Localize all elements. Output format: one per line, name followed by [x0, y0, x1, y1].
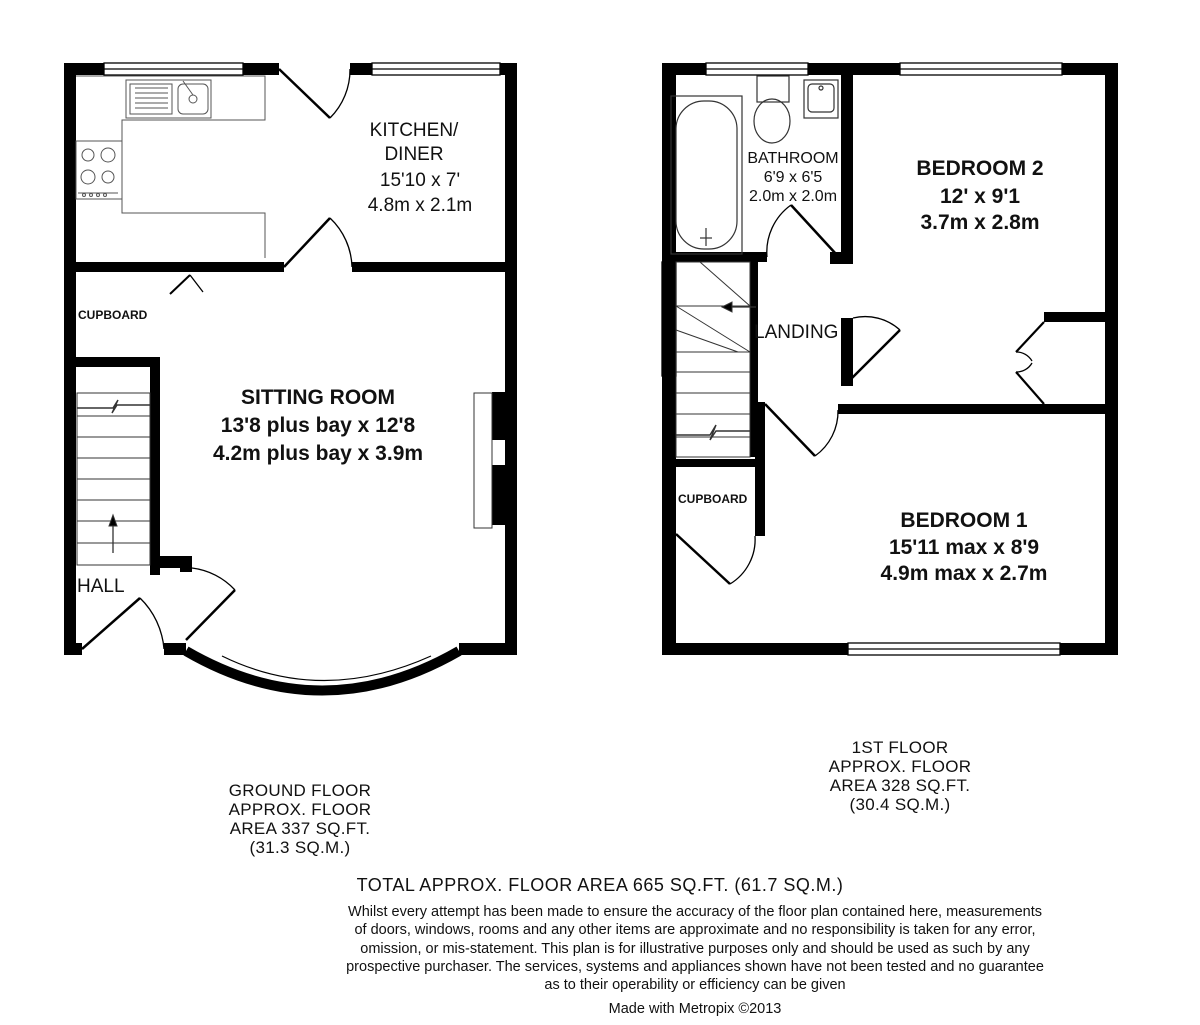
sitting-room-metric: 4.2m plus bay x 3.9m [212, 442, 424, 465]
kitchen-worktops [76, 76, 265, 258]
ground-floor-plan [64, 63, 517, 691]
bedroom1-metric: 4.9m max x 2.7m [880, 562, 1048, 585]
ground-floor-area-caption [200, 781, 400, 857]
disclaimer-line: Whilst every attempt has been made to ensure the accuracy of the floor plan contained here, measurements [348, 904, 1042, 920]
kitchen-metric: 4.8m x 2.1m [367, 195, 473, 216]
first-floor-caption-line: AREA 328 SQ.FT. [829, 776, 971, 795]
bedroom2-metric: 3.7m x 2.8m [920, 211, 1040, 234]
bedroom2-name: BEDROOM 2 [916, 157, 1044, 180]
kitchen-name-line1: KITCHEN/ [369, 120, 459, 141]
bedroom1-imperial: 15'11 max x 8'9 [888, 536, 1040, 559]
first-floor-caption-line: APPROX. FLOOR [828, 757, 972, 776]
landing-label: LANDING [754, 322, 839, 343]
first-floor-plan [662, 63, 1118, 655]
sitting-room-imperial: 13'8 plus bay x 12'8 [220, 414, 416, 437]
sitting-room-name: SITTING ROOM [241, 386, 395, 409]
bathroom-name: BATHROOM [747, 150, 839, 167]
bay-window [186, 651, 459, 691]
disclaimer-line: omission, or mis-statement. This plan is for illustrative purposes only and should be used as such by any [360, 940, 1030, 957]
bedroom2-imperial: 12' x 9'1 [939, 185, 1021, 208]
ground-floor-caption-line: GROUND FLOOR [228, 781, 372, 800]
metropix-credit: Made with Metropix ©2013 [608, 1001, 782, 1017]
bedroom1-name: BEDROOM 1 [900, 509, 1028, 532]
first-cupboard-label: CUPBOARD [678, 492, 748, 506]
ground-cupboard-label: CUPBOARD [78, 308, 148, 322]
bathroom-imperial: 6'9 x 6'5 [763, 169, 823, 186]
ground-floor-caption-line: (31.3 SQ.M.) [249, 838, 351, 857]
ground-floor-windows [104, 63, 500, 75]
ground-floor-caption-line: APPROX. FLOOR [228, 800, 372, 819]
first-floor-area-caption [800, 738, 1000, 814]
first-floor-caption-line: 1ST FLOOR [851, 738, 949, 757]
landing-staircase [676, 262, 756, 457]
kitchen-name-line2: DINER [384, 144, 444, 165]
ground-floor-caption-line: AREA 337 SQ.FT. [229, 819, 371, 838]
first-floor-caption-line: (30.4 SQ.M.) [849, 795, 951, 814]
ground-floor-walls [64, 63, 517, 655]
hall-label: HALL [77, 576, 125, 597]
total-floor-area: TOTAL APPROX. FLOOR AREA 665 SQ.FT. (61.7 SQ.M.) [356, 875, 844, 895]
disclaimer-line: of doors, windows, rooms and any other items are approximate and no responsibility is taken for any error, [354, 922, 1036, 939]
kitchen-imperial: 15'10 x 7' [379, 170, 461, 191]
disclaimer-line: as to their operability or efficiency can be given [544, 977, 846, 994]
bathroom-metric: 2.0m x 2.0m [748, 188, 838, 205]
disclaimer [0, 903, 1200, 994]
disclaimer-line: prospective purchaser. The services, systems and appliances shown have not been tested and no guarantee [346, 958, 1044, 975]
